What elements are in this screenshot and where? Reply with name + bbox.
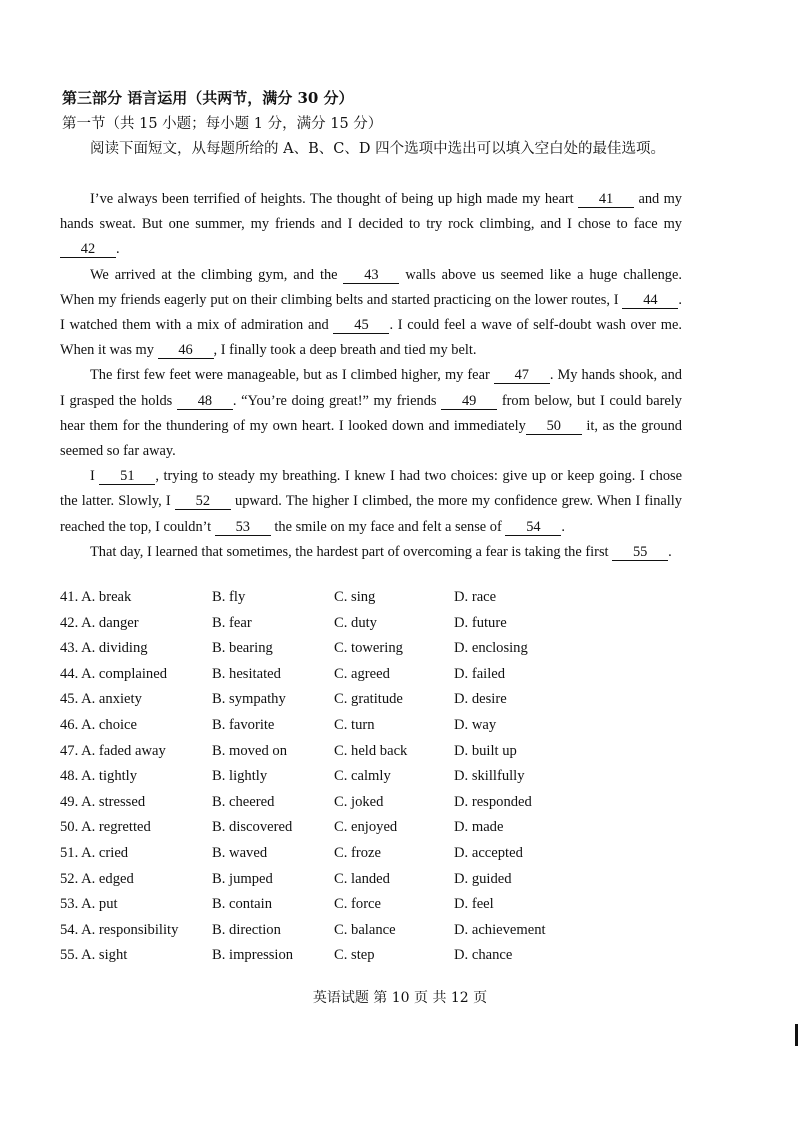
paragraph-3 [60, 363, 682, 464]
option-row [60, 819, 680, 845]
text: walls above us seemed like a huge challenge. When my friends eagerly put on their climbing belts and started practicing on the lower routes, I [60, 266, 682, 308]
option-a: 52. A. edged [60, 870, 134, 887]
option-c: C. force [334, 896, 382, 913]
blank-46: 46 [158, 343, 214, 359]
blank-47: 47 [494, 368, 550, 384]
option-row [60, 922, 680, 948]
scan-edge-mark [795, 1024, 798, 1046]
option-c: C. gratitude [334, 691, 403, 708]
option-c: C. joked [334, 793, 384, 810]
option-b: B. fear [212, 614, 252, 631]
option-d: D. race [454, 589, 497, 605]
option-row [60, 743, 680, 769]
option-d: D. chance [454, 947, 513, 964]
blank-54: 54 [505, 520, 561, 536]
option-c: C. step [334, 947, 375, 964]
option-c: C. landed [334, 870, 390, 887]
option-row [60, 640, 680, 666]
text: upward. The higher I climbed, the more my confidence grew. When I finally reached the top, I couldn’t [60, 493, 682, 535]
option-c: C. calmly [334, 768, 391, 785]
option-d: D. skillfully [454, 768, 525, 785]
option-d: D. way [454, 716, 497, 733]
subsection-title: 第一节（共 15 小题；每小题 1 分，满分 15 分） [62, 116, 383, 132]
option-d: D. achievement [454, 921, 546, 938]
option-d: D. enclosing [454, 640, 528, 657]
text: The first few feet were manageable, but as I climbed higher, my fear [90, 367, 490, 384]
option-b: B. discovered [212, 819, 293, 836]
blank-52: 52 [175, 494, 231, 510]
text: I [90, 468, 95, 485]
text: from below, but I could barely hear them for the thundering of my own heart. I looked down and immediately [60, 392, 682, 434]
option-row [60, 589, 680, 615]
blank-55: 55 [612, 545, 668, 561]
text: We arrived at the climbing gym, and the [90, 266, 338, 283]
option-row [60, 871, 680, 897]
option-a: 51. A. cried [60, 844, 129, 861]
option-d: D. feel [454, 896, 494, 913]
option-row [60, 845, 680, 871]
paragraph-2 [60, 263, 682, 364]
option-b: B. cheered [212, 793, 275, 810]
option-c: C. froze [334, 844, 382, 861]
text: I’ve always been terrified of heights. The thought of being up high made my heart [90, 191, 574, 207]
text: . [116, 241, 120, 258]
option-row [60, 666, 680, 692]
blank-43: 43 [343, 268, 399, 284]
text: , I finally took a deep breath and tied my belt. [213, 342, 477, 359]
option-a: 46. A. choice [60, 716, 138, 733]
option-row [60, 768, 680, 794]
option-d: D. failed [454, 665, 506, 682]
paragraph-1 [60, 187, 682, 263]
option-b: B. bearing [212, 640, 273, 657]
option-a: 41. A. break [60, 589, 132, 605]
option-c: C. turn [334, 716, 375, 733]
text: and my hands sweat. But one summer, my friends and I decided to try rock climbing, and I chose to face my [60, 191, 682, 233]
options-list [60, 589, 680, 973]
option-a: 53. A. put [60, 896, 118, 913]
option-c: C. held back [334, 742, 408, 759]
option-c: C. duty [334, 614, 377, 631]
option-row [60, 896, 680, 922]
option-c: C. agreed [334, 665, 390, 682]
option-c: C. balance [334, 921, 396, 938]
section-title: 第三部分 语言运用（共两节，满分 30 分） [62, 89, 354, 107]
blank-50: 50 [526, 419, 582, 435]
option-row [60, 794, 680, 820]
option-b: B. jumped [212, 870, 273, 887]
option-row [60, 717, 680, 743]
option-a: 42. A. danger [60, 614, 139, 631]
option-b: B. impression [212, 947, 294, 964]
page-footer: 英语试题 第 10 页 共 12 页 [312, 990, 488, 1006]
blank-48: 48 [177, 394, 233, 410]
option-a: 47. A. faded away [60, 742, 166, 759]
paragraph-4 [60, 464, 682, 540]
option-a: 48. A. tightly [60, 768, 138, 785]
option-b: B. lightly [212, 768, 268, 785]
option-row [60, 615, 680, 641]
text: . “You’re doing great!” my friends [232, 392, 437, 409]
option-d: D. desire [454, 691, 507, 708]
blank-51: 51 [99, 469, 155, 485]
paragraph-5 [60, 540, 682, 565]
option-b: B. contain [212, 896, 272, 913]
option-a: 45. A. anxiety [60, 691, 142, 708]
option-d: D. made [454, 819, 504, 836]
option-b: B. direction [212, 921, 281, 938]
option-d: D. responded [454, 793, 532, 810]
blank-53: 53 [215, 520, 271, 536]
option-c: C. sing [334, 589, 376, 605]
option-a: 43. A. dividing [60, 640, 148, 657]
blank-42: 42 [60, 242, 116, 258]
blank-44: 44 [622, 293, 678, 309]
option-c: C. enjoyed [334, 819, 398, 836]
option-b: B. favorite [212, 716, 275, 733]
option-b: B. moved on [212, 742, 287, 759]
option-b: B. hesitated [212, 665, 281, 682]
text: . [561, 518, 565, 535]
option-row [60, 691, 680, 717]
cloze-passage [60, 187, 682, 565]
blank-45: 45 [333, 318, 389, 334]
text: . My hands shook, and I grasped the holds [60, 367, 682, 409]
text: the smile on my face and felt a sense of [274, 518, 502, 535]
text: That day, I learned that sometimes, the hardest part of overcoming a fear is taking the first [90, 543, 609, 560]
option-a: 44. A. complained [60, 665, 168, 682]
option-b: B. fly [212, 589, 246, 605]
text: it, as the ground seemed so far away. [60, 417, 682, 460]
option-a: 50. A. regretted [60, 819, 151, 836]
blank-49: 49 [441, 394, 497, 410]
option-a: 49. A. stressed [60, 793, 146, 810]
text: . I watched them with a mix of admiration and [60, 291, 682, 334]
option-b: B. sympathy [212, 691, 286, 708]
text: , trying to steady my breathing. I knew I had two choices: give up or keep going. I chose the latter. Slowly, I [60, 468, 682, 510]
option-c: C. towering [334, 640, 403, 657]
option-d: D. future [454, 614, 507, 631]
option-b: B. waved [212, 844, 268, 861]
option-a: 54. A. responsibility [60, 921, 179, 938]
option-d: D. accepted [454, 844, 523, 861]
blank-41: 41 [578, 192, 634, 208]
text: . I could feel a wave of self-doubt wash over me. When it was my [60, 317, 682, 359]
text: . [668, 543, 672, 560]
option-d: D. built up [454, 742, 517, 759]
option-a: 55. A. sight [60, 947, 128, 964]
directions: 阅读下面短文，从每题所给的 A、B、C、D 四个选项中选出可以填入空白处的最佳选项。 [90, 141, 666, 157]
option-row [60, 947, 680, 973]
option-d: D. guided [454, 870, 512, 887]
